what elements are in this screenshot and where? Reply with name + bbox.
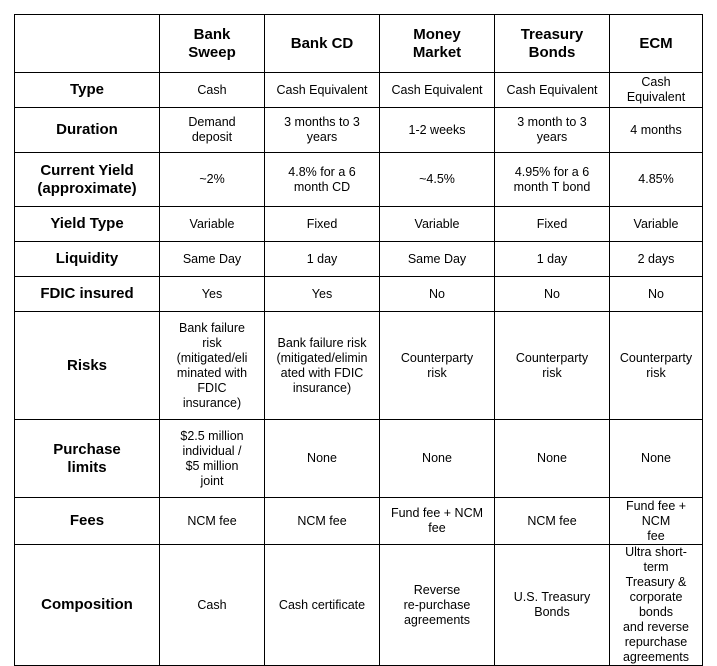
table-cell: Reverse re-purchase agreements	[380, 545, 495, 666]
row-header: Composition	[15, 545, 160, 666]
table-row-fees	[15, 498, 703, 545]
column-header-treasury-bonds: Treasury Bonds	[495, 15, 610, 73]
table-cell: 4.85%	[610, 153, 703, 207]
table-cell: 2 days	[610, 242, 703, 277]
table-cell: Variable	[380, 207, 495, 242]
table-cell: Same Day	[380, 242, 495, 277]
table-cell: 4 months	[610, 108, 703, 153]
row-header: Duration	[15, 108, 160, 153]
comparison-table	[14, 14, 703, 666]
table-row-fdic-insured	[15, 277, 703, 312]
row-header: Current Yield (approximate)	[15, 153, 160, 207]
header-row	[15, 15, 703, 73]
table-row-composition	[15, 545, 703, 666]
table-cell: 4.8% for a 6 month CD	[265, 153, 380, 207]
table-cell: ~4.5%	[380, 153, 495, 207]
column-header-ecm: ECM	[610, 15, 703, 73]
corner-cell	[15, 15, 160, 73]
table-cell: Cash Equivalent	[495, 73, 610, 108]
table-cell: None	[610, 420, 703, 498]
table-cell: 3 month to 3 years	[495, 108, 610, 153]
table-cell: Fixed	[495, 207, 610, 242]
table-row-duration	[15, 108, 703, 153]
table-cell: 4.95% for a 6 month T bond	[495, 153, 610, 207]
table-cell: Cash Equivalent	[380, 73, 495, 108]
table-cell: Cash certificate	[265, 545, 380, 666]
table-cell: No	[495, 277, 610, 312]
table-cell: Fund fee + NCM fee	[610, 498, 703, 545]
row-header: Purchase limits	[15, 420, 160, 498]
row-header: FDIC insured	[15, 277, 160, 312]
column-header-bank-sweep: Bank Sweep	[160, 15, 265, 73]
table-cell: None	[380, 420, 495, 498]
table-cell: U.S. Treasury Bonds	[495, 545, 610, 666]
table-cell: Bank failure risk (mitigated/elimin ated with FDIC insurance)	[265, 312, 380, 420]
table-cell: 3 months to 3 years	[265, 108, 380, 153]
table-cell: NCM fee	[265, 498, 380, 545]
column-header-money-market: Money Market	[380, 15, 495, 73]
table-cell: Same Day	[160, 242, 265, 277]
row-header: Type	[15, 73, 160, 108]
table-cell: Counterparty risk	[610, 312, 703, 420]
table-cell: Ultra short-term Treasury & corporate bonds and reverse repurchase agreements	[610, 545, 703, 666]
table-cell: Counterparty risk	[495, 312, 610, 420]
table-cell: None	[265, 420, 380, 498]
table-cell: NCM fee	[160, 498, 265, 545]
table-cell: Cash	[160, 545, 265, 666]
table-cell: Cash	[160, 73, 265, 108]
table-cell: No	[610, 277, 703, 312]
table-row-type	[15, 73, 703, 108]
table-cell: ~2%	[160, 153, 265, 207]
table-cell: 1 day	[265, 242, 380, 277]
row-header: Risks	[15, 312, 160, 420]
table-row-yield-type	[15, 207, 703, 242]
table-cell: Fixed	[265, 207, 380, 242]
row-header: Yield Type	[15, 207, 160, 242]
table-row-current-yield	[15, 153, 703, 207]
table-cell: Bank failure risk (mitigated/eli minated with FDIC insurance)	[160, 312, 265, 420]
table-cell: None	[495, 420, 610, 498]
row-header: Liquidity	[15, 242, 160, 277]
table-cell: Cash Equivalent	[610, 73, 703, 108]
table-row-risks	[15, 312, 703, 420]
table-cell: No	[380, 277, 495, 312]
table-cell: Demand deposit	[160, 108, 265, 153]
table-cell: 1 day	[495, 242, 610, 277]
table-cell: Cash Equivalent	[265, 73, 380, 108]
table-cell: Yes	[265, 277, 380, 312]
column-header-bank-cd: Bank CD	[265, 15, 380, 73]
table-row-liquidity	[15, 242, 703, 277]
table-cell: Variable	[160, 207, 265, 242]
table-row-purchase-limits	[15, 420, 703, 498]
row-header: Fees	[15, 498, 160, 545]
table-cell: Fund fee + NCM fee	[380, 498, 495, 545]
table-cell: 1-2 weeks	[380, 108, 495, 153]
table-cell: Variable	[610, 207, 703, 242]
table-cell: $2.5 million individual / $5 million joint	[160, 420, 265, 498]
table-cell: Yes	[160, 277, 265, 312]
table-cell: NCM fee	[495, 498, 610, 545]
table-cell: Counterparty risk	[380, 312, 495, 420]
